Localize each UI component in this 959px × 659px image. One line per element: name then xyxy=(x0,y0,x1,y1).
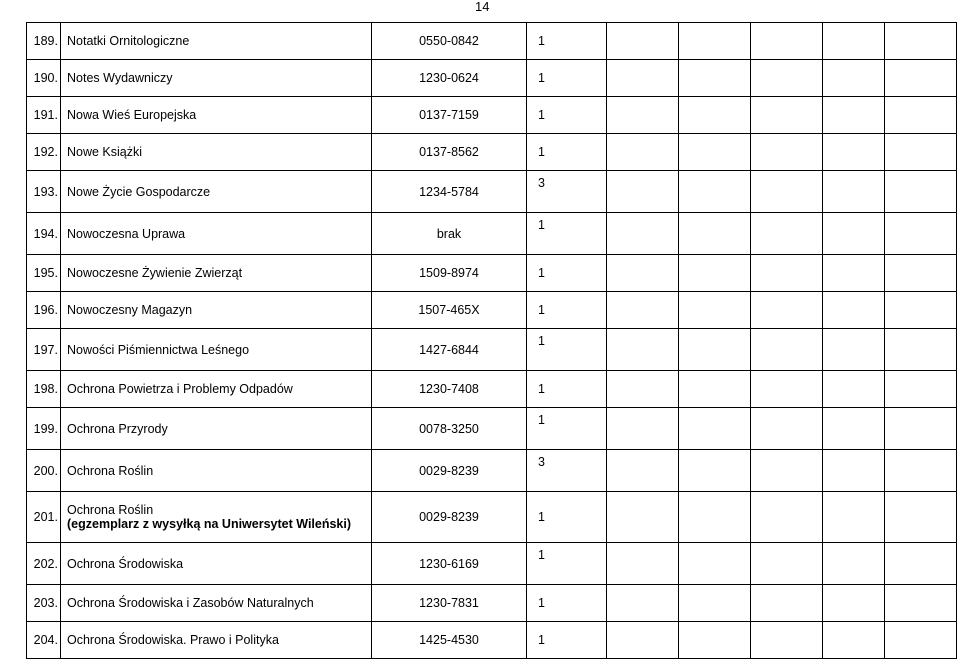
empty-cell xyxy=(679,255,751,292)
empty-cell xyxy=(679,292,751,329)
empty-cell xyxy=(607,585,679,622)
copies-count: 1 xyxy=(527,292,607,329)
row-number: 203. xyxy=(27,585,61,622)
empty-cell xyxy=(823,97,885,134)
empty-cell xyxy=(885,134,957,171)
periodical-title: Ochrona Środowiska. Prawo i Polityka xyxy=(61,622,372,659)
periodical-title-main: Ochrona Roślin xyxy=(67,503,154,517)
empty-cell xyxy=(607,543,679,585)
row-number: 204. xyxy=(27,622,61,659)
empty-cell xyxy=(751,585,823,622)
empty-cell xyxy=(607,171,679,213)
copies-count: 3 xyxy=(527,171,607,213)
empty-cell xyxy=(679,585,751,622)
empty-cell xyxy=(607,60,679,97)
empty-cell xyxy=(607,450,679,492)
empty-cell xyxy=(679,23,751,60)
periodical-title-note: (egzemplarz z wysyłką na Uniwersytet Wileński) xyxy=(67,517,352,531)
row-number: 196. xyxy=(27,292,61,329)
empty-cell xyxy=(751,329,823,371)
empty-cell xyxy=(751,292,823,329)
empty-cell xyxy=(751,450,823,492)
empty-cell xyxy=(885,97,957,134)
table-row xyxy=(27,60,957,97)
empty-cell xyxy=(679,171,751,213)
empty-cell xyxy=(885,292,957,329)
periodical-title xyxy=(61,492,372,543)
periodical-title: Ochrona Powietrza i Problemy Odpadów xyxy=(61,371,372,408)
copies-count: 1 xyxy=(527,622,607,659)
empty-cell xyxy=(823,292,885,329)
copies-count: 1 xyxy=(527,213,607,255)
empty-cell xyxy=(607,255,679,292)
copies-count: 1 xyxy=(527,329,607,371)
table-row xyxy=(27,23,957,60)
issn-cell: 0137-7159 xyxy=(372,97,527,134)
empty-cell xyxy=(751,171,823,213)
empty-cell xyxy=(823,450,885,492)
row-number: 190. xyxy=(27,60,61,97)
periodical-title: Nowoczesne Żywienie Zwierząt xyxy=(61,255,372,292)
table-row xyxy=(27,492,957,543)
periodicals-table xyxy=(26,22,957,659)
empty-cell xyxy=(885,585,957,622)
empty-cell xyxy=(885,255,957,292)
empty-cell xyxy=(823,543,885,585)
copies-count: 1 xyxy=(527,60,607,97)
empty-cell xyxy=(885,171,957,213)
row-number: 198. xyxy=(27,371,61,408)
empty-cell xyxy=(607,329,679,371)
empty-cell xyxy=(679,622,751,659)
empty-cell xyxy=(607,292,679,329)
issn-cell: 0078-3250 xyxy=(372,408,527,450)
empty-cell xyxy=(679,450,751,492)
empty-cell xyxy=(607,23,679,60)
empty-cell xyxy=(679,60,751,97)
empty-cell xyxy=(751,134,823,171)
table-row xyxy=(27,134,957,171)
table-row xyxy=(27,450,957,492)
copies-count: 1 xyxy=(527,543,607,585)
empty-cell xyxy=(885,371,957,408)
periodical-title: Nowoczesny Magazyn xyxy=(61,292,372,329)
empty-cell xyxy=(679,371,751,408)
empty-cell xyxy=(885,450,957,492)
row-number: 201. xyxy=(27,492,61,543)
issn-cell: 0550-0842 xyxy=(372,23,527,60)
empty-cell xyxy=(885,622,957,659)
issn-cell: 0137-8562 xyxy=(372,134,527,171)
periodical-title: Nowoczesna Uprawa xyxy=(61,213,372,255)
empty-cell xyxy=(751,543,823,585)
empty-cell xyxy=(823,213,885,255)
issn-cell: 0029-8239 xyxy=(372,492,527,543)
row-number: 193. xyxy=(27,171,61,213)
table-row xyxy=(27,255,957,292)
empty-cell xyxy=(679,134,751,171)
copies-count: 1 xyxy=(527,97,607,134)
issn-cell: 1427-6844 xyxy=(372,329,527,371)
empty-cell xyxy=(823,171,885,213)
issn-cell: 1230-0624 xyxy=(372,60,527,97)
issn-cell: 1230-7408 xyxy=(372,371,527,408)
copies-count: 1 xyxy=(527,134,607,171)
empty-cell xyxy=(823,492,885,543)
periodical-title: Ochrona Przyrody xyxy=(61,408,372,450)
row-number: 192. xyxy=(27,134,61,171)
row-number: 202. xyxy=(27,543,61,585)
empty-cell xyxy=(607,97,679,134)
empty-cell xyxy=(885,492,957,543)
table-row xyxy=(27,543,957,585)
periodical-title: Nowa Wieś Europejska xyxy=(61,97,372,134)
copies-count: 1 xyxy=(527,408,607,450)
empty-cell xyxy=(751,213,823,255)
empty-cell xyxy=(823,329,885,371)
copies-count: 3 xyxy=(527,450,607,492)
copies-count: 1 xyxy=(527,371,607,408)
periodical-title: Nowe Życie Gospodarcze xyxy=(61,171,372,213)
empty-cell xyxy=(885,60,957,97)
empty-cell xyxy=(751,23,823,60)
issn-cell: 1425-4530 xyxy=(372,622,527,659)
copies-count: 1 xyxy=(527,23,607,60)
empty-cell xyxy=(607,622,679,659)
page-number: 14 xyxy=(475,0,490,14)
issn-cell: 1507-465X xyxy=(372,292,527,329)
row-number: 195. xyxy=(27,255,61,292)
issn-cell: 0029-8239 xyxy=(372,450,527,492)
copies-count: 1 xyxy=(527,255,607,292)
table-row xyxy=(27,213,957,255)
empty-cell xyxy=(823,585,885,622)
table-row xyxy=(27,329,957,371)
issn-cell: 1230-6169 xyxy=(372,543,527,585)
empty-cell xyxy=(751,371,823,408)
empty-cell xyxy=(607,492,679,543)
empty-cell xyxy=(751,97,823,134)
row-number: 200. xyxy=(27,450,61,492)
empty-cell xyxy=(607,371,679,408)
periodical-title: Nowości Piśmiennictwa Leśnego xyxy=(61,329,372,371)
issn-cell: brak xyxy=(372,213,527,255)
issn-cell: 1509-8974 xyxy=(372,255,527,292)
copies-count: 1 xyxy=(527,492,607,543)
issn-cell: 1230-7831 xyxy=(372,585,527,622)
empty-cell xyxy=(823,371,885,408)
table-row xyxy=(27,408,957,450)
periodical-title: Ochrona Środowiska i Zasobów Naturalnych xyxy=(61,585,372,622)
issn-cell: 1234-5784 xyxy=(372,171,527,213)
periodical-title: Notatki Ornitologiczne xyxy=(61,23,372,60)
row-number: 197. xyxy=(27,329,61,371)
row-number: 194. xyxy=(27,213,61,255)
empty-cell xyxy=(607,134,679,171)
empty-cell xyxy=(679,213,751,255)
table-row xyxy=(27,622,957,659)
empty-cell xyxy=(679,408,751,450)
row-number: 189. xyxy=(27,23,61,60)
empty-cell xyxy=(823,622,885,659)
periodical-title: Ochrona Roślin xyxy=(61,450,372,492)
table-row xyxy=(27,371,957,408)
empty-cell xyxy=(751,492,823,543)
copies-count: 1 xyxy=(527,585,607,622)
empty-cell xyxy=(607,213,679,255)
empty-cell xyxy=(885,329,957,371)
empty-cell xyxy=(823,60,885,97)
table-row xyxy=(27,585,957,622)
table-row xyxy=(27,171,957,213)
periodical-title: Notes Wydawniczy xyxy=(61,60,372,97)
empty-cell xyxy=(823,23,885,60)
empty-cell xyxy=(885,213,957,255)
empty-cell xyxy=(885,543,957,585)
periodical-title: Ochrona Środowiska xyxy=(61,543,372,585)
empty-cell xyxy=(885,23,957,60)
empty-cell xyxy=(823,255,885,292)
empty-cell xyxy=(679,543,751,585)
empty-cell xyxy=(885,408,957,450)
empty-cell xyxy=(751,408,823,450)
table-row xyxy=(27,292,957,329)
empty-cell xyxy=(823,134,885,171)
empty-cell xyxy=(679,329,751,371)
empty-cell xyxy=(823,408,885,450)
periodical-title: Nowe Książki xyxy=(61,134,372,171)
empty-cell xyxy=(751,622,823,659)
row-number: 191. xyxy=(27,97,61,134)
empty-cell xyxy=(679,492,751,543)
empty-cell xyxy=(679,97,751,134)
table-row xyxy=(27,97,957,134)
empty-cell xyxy=(751,255,823,292)
row-number: 199. xyxy=(27,408,61,450)
empty-cell xyxy=(607,408,679,450)
empty-cell xyxy=(751,60,823,97)
